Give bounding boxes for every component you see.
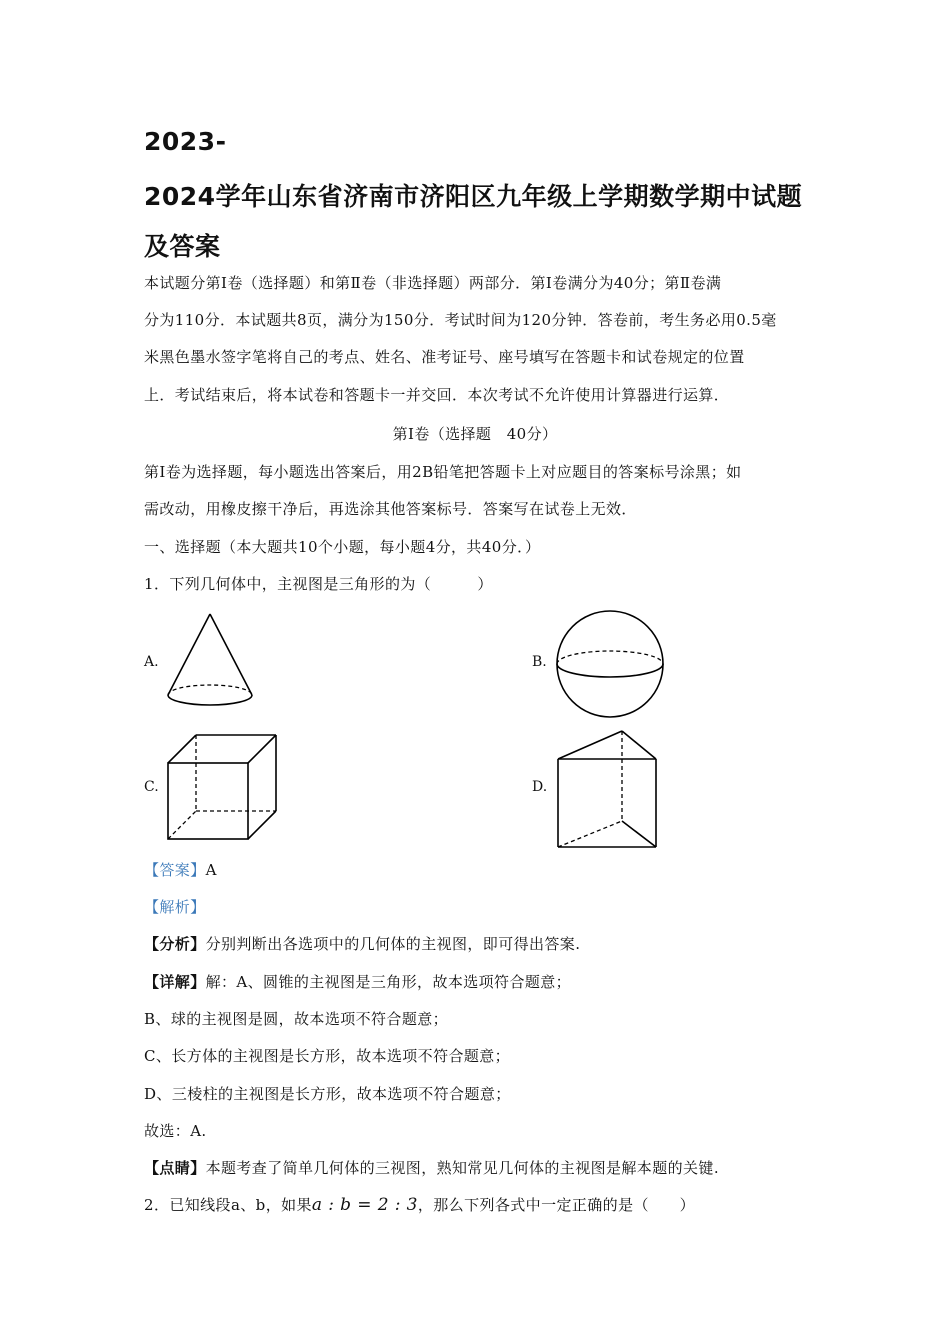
fenxi-label: 【分析】 — [144, 935, 206, 953]
intro-line-2: 分为110分．本试题共8页，满分为150分．考试时间为120分钟．答卷前，考生务必用0.5毫 — [144, 311, 777, 329]
explain-line-d: D、三棱柱的主视图是长方形，故本选项不符合题意； — [144, 1085, 511, 1103]
section-note-line-1: 第Ⅰ卷为选择题，每小题选出答案后，用2B铅笔把答题卡上对应题目的答案标号涂黑；如 — [144, 463, 742, 481]
answer-label: 【答案】 — [144, 861, 206, 879]
section-title: 第Ⅰ卷（选择题 40分） — [392, 425, 558, 443]
explain-line-c: C、长方体的主视图是长方形，故本选项不符合题意； — [144, 1047, 511, 1065]
section-note-line-2: 需改动，用橡皮擦干净后，再选涂其他答案标号．答案写在试卷上无效． — [144, 500, 637, 518]
comment-line — [144, 1157, 719, 1178]
question-1-stem: 1．下列几何体中，主视图是三角形的为（ ） — [144, 575, 493, 593]
comment-label: 【点睛】 — [144, 1159, 206, 1177]
option-b-label: B. — [532, 654, 547, 670]
answer-value: A — [205, 861, 217, 879]
option-d-label: D. — [532, 779, 548, 795]
detail-label: 【详解】 — [144, 973, 206, 991]
title-line-1: 2023- — [144, 127, 227, 156]
analysis-label: 【解析】 — [144, 898, 206, 916]
title-line-2: 2024学年山东省济南市济阳区九年级上学期数学期中试题 — [144, 182, 803, 211]
triangular-prism-icon — [556, 729, 660, 849]
intro-line-4: 上．考试结束后，将本试卷和答题卡一并交回．本次考试不允许使用计算器进行运算． — [144, 386, 730, 404]
detail-text: 解：A、圆锥的主视图是三角形，故本选项符合题意； — [205, 973, 572, 991]
choose-line: 故选：A. — [144, 1122, 207, 1140]
cone-icon — [160, 610, 260, 710]
cube-icon — [166, 733, 280, 841]
question-2-stem — [144, 1194, 695, 1215]
fenxi-text: 分别判断出各选项中的几何体的主视图，即可得出答案. — [205, 935, 581, 953]
q2-math: a : b = 2 : 3 — [311, 1195, 418, 1215]
sphere-icon — [554, 608, 666, 720]
answer-line — [144, 859, 217, 880]
explain-line-b: B、球的主视图是圆，故本选项不符合题意； — [144, 1010, 449, 1028]
fenxi-line — [144, 933, 580, 954]
q2-stem-a: 2．已知线段a、b，如果 — [144, 1196, 312, 1214]
comment-text: 本题考查了简单几何体的三视图，熟知常见几何体的主视图是解本题的关键. — [205, 1159, 719, 1177]
intro-line-1: 本试题分第Ⅰ卷（选择题）和第Ⅱ卷（非选择题）两部分．第Ⅰ卷满分为40分；第Ⅱ卷满 — [144, 274, 722, 292]
intro-line-3: 米黑色墨水签字笔将自己的考点、姓名、准考证号、座号填写在答题卡和试卷规定的位置 — [144, 348, 745, 366]
detail-line — [144, 971, 571, 992]
option-a-label: A. — [144, 654, 159, 670]
part-heading: 一、选择题（本大题共10个小题，每小题4分，共40分．） — [144, 538, 541, 556]
q2-stem-b: ，那么下列各式中一定正确的是（ ） — [417, 1196, 696, 1214]
title-line-3: 及答案 — [144, 232, 221, 261]
option-c-label: C. — [144, 779, 159, 795]
